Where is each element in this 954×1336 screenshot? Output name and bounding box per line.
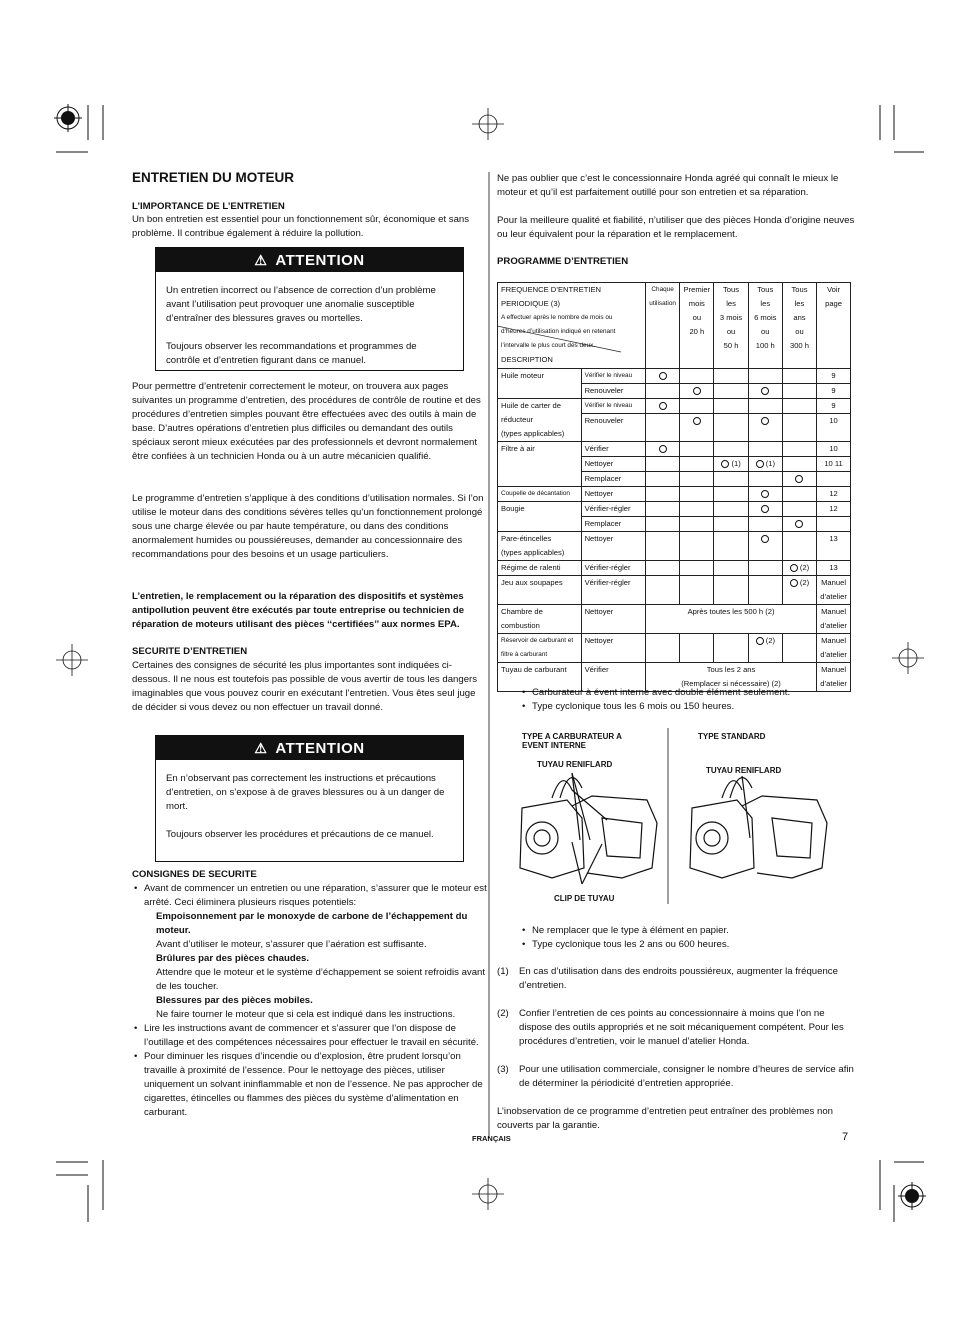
check-mark (756, 460, 764, 468)
check-mark (693, 387, 701, 395)
row-item: Régime de ralenti (498, 561, 582, 576)
row-action: Nettoyer (581, 487, 645, 502)
table-row: Régime de ralenti Vérifier-régler (2) 13 (498, 561, 851, 576)
row-item: Bougie (498, 502, 582, 532)
row-action: Nettoyer (581, 634, 645, 663)
span-cell: Après toutes les 500 h (2) (646, 605, 817, 634)
row-action: Vérifier-régler (581, 561, 645, 576)
check-mark (659, 402, 667, 410)
header-note: d’heures d’utilisation indiqué en retenant (501, 328, 616, 335)
list-item: • Pour diminuer les risques d’incendie ou d’explosion, être prudent lorsqu’on travaille à proximité de l’essence. Pour le nettoyage des pièces, utiliser uniquement un solvant ininflammable et non de l’essence. Ne pas approcher de cigarettes, étincelles ou flammes des pièces du système d’alimentation en carburant. (132, 1050, 488, 1120)
span-cell: Tous les 2 ans (Remplacer si nécessaire) (2) (646, 663, 817, 692)
attention-text-2: Toujours observer les procédures et précautions de ce manuel. (166, 829, 434, 840)
attention-text-2: Toujours observer les recommandations et programmes de contrôle et d’entretien figurant dans ce manuel. (166, 341, 417, 366)
list-item: • Type cyclonique tous les 6 mois ou 150 heures. (520, 700, 850, 714)
closing-text: L’inobservation de ce programme d’entretien peut entraîner des problèmes non couverts par la garantie. (497, 1106, 833, 1131)
row-action: Vérifier (581, 442, 645, 457)
row-action: Vérifier le niveau (581, 369, 645, 384)
programme-heading: PROGRAMME D’ENTRETIEN (497, 256, 629, 267)
engine-left-illustration (520, 773, 657, 884)
importance-text: Un bon entretien est essentiel pour un fonctionnement sûr, économique et sans problème. Il contribue également à réduire la pollution. (132, 214, 470, 239)
row-action: Renouveler (581, 414, 645, 442)
paragraph-1: Pour permettre d’entretenir correctement le moteur, on trouvera aux pages suivantes un programme d’entretien, des procédures de contrôle de routine et des procédures d’entretien simples pouvant être effectuées avec des outils à main de base. D’autres opérations d’entretien plus difficiles ou demandant des outils spéciaux seront mieux exécutées par des professionnels et devront normalement être confiées à un technicien Honda ou à un autre mécanicien qualifié. (132, 381, 481, 462)
engine-diagram (512, 728, 862, 908)
table-row: Réservoir de carburant et filtre à carburant Nettoyer (2) Manuel d’atelier (498, 634, 851, 663)
header-note: A effectuer après le nombre de mois ou (501, 314, 613, 321)
row-item: Coupelle de décantation (498, 487, 582, 502)
row-action: Nettoyer (581, 457, 645, 472)
warning-icon: ⚠ (254, 251, 268, 268)
row-item: Filtre à air (498, 442, 582, 487)
securite-heading: SECURITE D’ENTRETIEN (132, 646, 248, 657)
row-action: Vérifier-régler (581, 502, 645, 517)
check-mark (790, 564, 798, 572)
row-action: Vérifier-régler (581, 576, 645, 605)
check-mark (761, 490, 769, 498)
footnote-2: (2) Confier l’entretien de ces points au concessionnaire à moins que l’on ne dispose des outils appropriés et ne soit mécaniquement compétent. Pour les procédures d’entretien, voir le manuel d’atelier Honda. (497, 1008, 844, 1047)
attention-label: ATTENTION (275, 251, 365, 269)
consignes-list (132, 882, 488, 1120)
hazard-text: Avant d’utiliser le moteur, s’assurer que l’aération est suffisante. (156, 939, 427, 950)
diagram-left-title: TYPE A CARBURATEUR A EVENT INTERNE (522, 732, 622, 750)
list-item (132, 882, 488, 1022)
row-action: Nettoyer (581, 605, 645, 634)
list-item: • Carburateur à évent interne avec double élément seulement. (520, 686, 850, 700)
label-clip: CLIP DE TUYAU (554, 894, 615, 903)
col-3mois: Tous les 3 mois ou 50 h (714, 283, 748, 369)
table-row: Renouveler 9 (498, 384, 851, 399)
col-ans: Tous les ans ou 300 h (782, 283, 816, 369)
check-mark (756, 637, 764, 645)
row-action: Renouveler (581, 384, 645, 399)
row-item: Jeu aux soupapes (498, 576, 582, 605)
check-mark (659, 372, 667, 380)
col-6mois: Tous les 6 mois ou 100 h (748, 283, 782, 369)
hazard-heading: Empoisonnement par le monoxyde de carbone de l’échappement du moteur. (156, 911, 468, 936)
header-freq: FREQUENCE D’ENTRETIEN (501, 285, 601, 294)
list-item: • Type cyclonique tous les 2 ans ou 600 heures. (520, 938, 850, 952)
hazard-text: Attendre que le moteur et le système d’échappement se soient refroidis avant de les toucher. (156, 967, 486, 992)
table-row: Huile de carter de réducteur (types applicables) Vérifier le niveau 9 (498, 399, 851, 414)
consignes-heading: CONSIGNES DE SECURITE (132, 869, 257, 880)
check-mark (761, 505, 769, 513)
row-action: Remplacer (581, 472, 645, 487)
diagram-right-title: TYPE STANDARD (698, 732, 766, 741)
check-mark (795, 475, 803, 483)
table-row: Filtre à air Vérifier 10 (498, 442, 851, 457)
footer-language: FRANÇAIS (472, 1134, 511, 1143)
table-row: Jeu aux soupapes Vérifier-régler (2) Manuel d’atelier (498, 576, 851, 605)
row-item: Tuyau de carburant (498, 663, 582, 692)
importance-heading: L’IMPORTANCE DE L’ENTRETIEN (132, 201, 285, 212)
table-row: Coupelle de décantation Nettoyer 12 (498, 487, 851, 502)
paragraph-3: L’entretien, le remplacement ou la réparation des dispositifs et systèmes antipollution peuvent être exécutés par toute entreprise ou technicien de réparation de moteurs utilisant des pièces ‘‘certifiées’’ aux normes EPA. (132, 591, 465, 630)
check-mark (721, 460, 729, 468)
check-mark (790, 579, 798, 587)
attention-box-2 (155, 735, 464, 862)
hazard-heading: Brûlures par des pièces chaudes. (156, 953, 310, 964)
list-item-text: Avant de commencer un entretien ou une réparation, s’assurer que le moteur est arrêté. Ceci éliminera plusieurs risques potentiels: (144, 883, 487, 908)
header-periodique: PERIODIQUE (3) (501, 299, 561, 308)
table-row: Bougie Vérifier-régler 12 (498, 502, 851, 517)
engine-right-illustration (690, 776, 827, 878)
header-note: l’intervalle le plus court des deux. (501, 342, 596, 349)
label-tuyau-right: TUYAU RENIFLARD (706, 766, 782, 775)
right-intro-2: Pour la meilleure qualité et fiabilité, n’utiliser que des pièces Honda d’origine neuves ou leur équivalent pour la réparation et le remplacement. (497, 215, 855, 240)
bullets-2 (520, 924, 850, 952)
header-description: DESCRIPTION (501, 355, 553, 364)
attention-label: ATTENTION (275, 739, 365, 757)
list-item: • Ne remplacer que le type à élément en papier. (520, 924, 850, 938)
attention-text-1: Un entretien incorrect ou l’absence de correction d’un problème avant l’utilisation peut provoquer une anomalie susceptible d’entraîner des blessures graves ou mortelles. (166, 285, 436, 324)
row-item: Huile de carter de réducteur (types applicables) (498, 399, 582, 442)
footnote-3: (3) Pour une utilisation commerciale, consigner le nombre d’heures de service afin de déterminer la périodicité d’entretien appropriée. (497, 1064, 854, 1089)
check-mark (761, 387, 769, 395)
table-row: Renouveler 10 (498, 414, 851, 442)
attention-box-1 (155, 247, 464, 371)
check-mark (659, 445, 667, 453)
page-number: 7 (842, 1131, 849, 1143)
check-mark (795, 520, 803, 528)
row-item: Réservoir de carburant et filtre à carburant (498, 634, 582, 663)
row-item: Huile moteur (498, 369, 582, 399)
check-mark (761, 535, 769, 543)
list-item: • Lire les instructions avant de commencer et s’assurer que l’on dispose de l’outillage et des compétences nécessaires pour effectuer le travail en sécurité. (132, 1022, 488, 1050)
table-row: Pare-étincelles (types applicables) Nettoyer 13 (498, 532, 851, 561)
hazard-heading: Blessures par des pièces mobiles. (156, 995, 313, 1006)
col-voir: Voir page (817, 283, 851, 369)
footnote-1: (1) En cas d’utilisation dans des endroits poussiéreux, augmenter la fréquence d’entretien. (497, 966, 838, 991)
table-row: Tuyau de carburant Vérifier Tous les 2 ans (Remplacer si nécessaire) (2) Manuel d’atelier (498, 663, 851, 692)
col-premier: Premier mois ou 20 h (680, 283, 714, 369)
row-action: Remplacer (581, 517, 645, 532)
row-item: Pare-étincelles (types applicables) (498, 532, 582, 561)
header-diagonal (497, 282, 645, 368)
col-chaque: Chaque utilisation (646, 283, 680, 369)
attention-text-1: En n’observant pas correctement les instructions et précautions d’entretien, on s’expose à de graves blessures ou à un danger de mort. (166, 773, 445, 812)
right-intro-1: Ne pas oublier que c’est le concessionnaire Honda agréé qui connaît le mieux le moteur et qu’il est parfaitement outillé pour son entretien et sa réparation. (497, 173, 839, 198)
row-action: Nettoyer (581, 532, 645, 561)
securite-text: Certaines des consignes de sécurité les plus importantes sont indiquées ci-dessous. Il ne nous est toutefois pas possible de vous avertir de tous les dangers imaginables que vous pouvez courir en exécutant l’entretien. Vous êtes seul juge de décider si vous devez ou non effectuer un travail donné. (132, 660, 478, 713)
hazard-text: Ne faire tourner le moteur que si cela est indiqué dans les instructions. (156, 1009, 456, 1020)
row-action: Vérifier le niveau (581, 399, 645, 414)
table-row: Nettoyer (1) (1) 10 11 (498, 457, 851, 472)
row-action: Vérifier (581, 663, 645, 692)
paragraph-2: Le programme d’entretien s’applique à des conditions d’utilisation normales. Si l’on utilise le moteur dans des conditions sévères telles qu’un fonctionnement prolongé sous une charge élevée ou par haute température, ou dans des conditions anormalement humides ou poussiéreuses, demander au concessionnaire des recommandations pour des besoins et un usage particuliers. (132, 493, 484, 560)
bullets-1 (520, 686, 850, 714)
row-item: Chambre de combustion (498, 605, 582, 634)
table-row: Chambre de combustion Nettoyer Après toutes les 500 h (2) Manuel d’atelier (498, 605, 851, 634)
label-tuyau-left: TUYAU RENIFLARD (537, 760, 613, 769)
check-mark (761, 417, 769, 425)
page-title: ENTRETIEN DU MOTEUR (132, 170, 294, 185)
check-mark (693, 417, 701, 425)
warning-icon: ⚠ (254, 739, 268, 756)
table-row: Huile moteur Vérifier le niveau 9 (498, 369, 851, 384)
